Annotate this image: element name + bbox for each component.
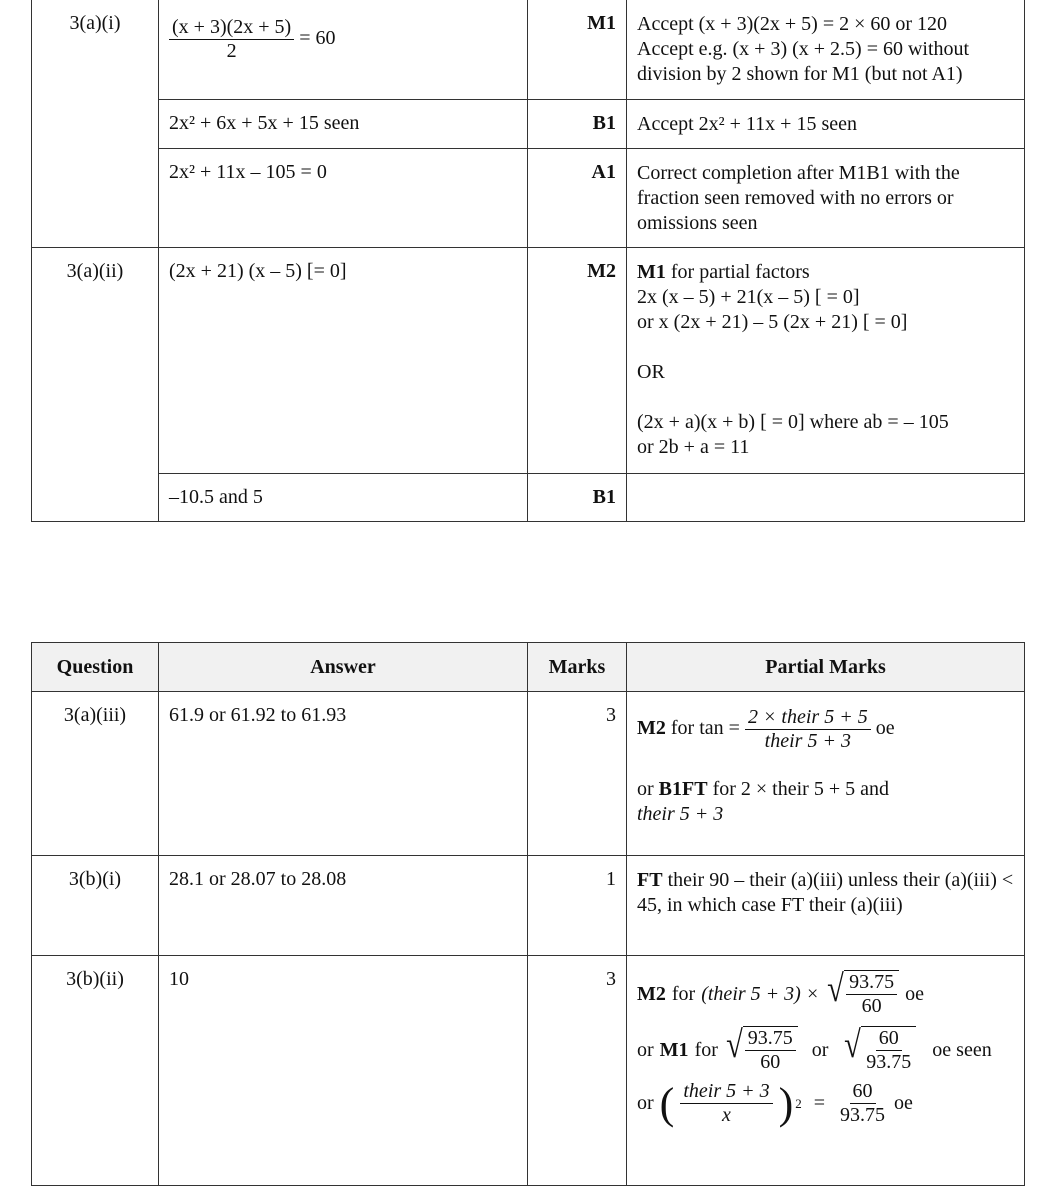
partial-line: fraction seen removed with no errors or [637, 187, 954, 209]
header-partial-marks: Partial Marks [627, 643, 1025, 692]
left-paren: ( [659, 1078, 675, 1128]
partial-line: OR [637, 361, 665, 383]
oe-label: oe [905, 982, 925, 1005]
answer-cell [159, 248, 528, 474]
mark-cell [528, 248, 627, 474]
fraction-numerator: 93.75 [846, 971, 897, 995]
partial-marks-cell [627, 100, 1025, 149]
mark-code: FT [637, 869, 663, 891]
question-label: 3(a)(i) [69, 12, 121, 34]
fraction-numerator: 2 × their 5 + 5 [745, 706, 871, 730]
mark-code: M1 [637, 261, 666, 283]
fraction-denominator: their 5 + 3 [764, 730, 851, 752]
partial-line: Accept e.g. (x + 3) (x + 2.5) = 60 without [637, 38, 970, 60]
fraction-denominator: 60 [760, 1051, 781, 1073]
mark-code: M2 [637, 717, 666, 740]
question-cell [32, 956, 159, 1186]
or-label: or [637, 1038, 654, 1061]
or-label: or [637, 1092, 654, 1114]
partial-line: division by 2 shown for M1 (but not A1) [637, 63, 963, 85]
their-fraction [680, 1080, 772, 1127]
partial-text: for partial factors [665, 261, 810, 283]
partial-marks-cell [627, 248, 1025, 474]
oe-label: oe [894, 1092, 913, 1114]
partial-line: (2x + a)(x + b) [ = 0] where ab = – 105 [637, 411, 949, 433]
mark-cell [528, 100, 627, 149]
fraction-denominator: x [722, 1104, 731, 1126]
answer-cell [159, 100, 528, 149]
partial-line: 2x (x – 5) + 21(x – 5) [ = 0] [637, 286, 860, 308]
sqrt-expression [825, 970, 899, 1018]
mark-scheme-table-bottom [31, 642, 1025, 1186]
partial-line: Accept 2x² + 11x + 15 seen [637, 113, 857, 135]
partial-line: Accept (x + 3)(2x + 5) = 2 × 60 or 120 [637, 13, 948, 35]
fraction-numerator: (x + 3)(2x + 5) [169, 16, 294, 40]
m1-line [637, 1026, 1014, 1074]
answer-cell [159, 692, 528, 856]
answer-text: (2x + 21) (x – 5) [= 0] [169, 260, 347, 282]
mark-label: M2 [587, 260, 616, 282]
question-cell [32, 856, 159, 956]
answer-fraction [169, 16, 294, 63]
partial-line [637, 777, 1014, 802]
partial-marks-cell [627, 856, 1025, 956]
partial-text: for 2 × their 5 + 5 and [712, 778, 889, 800]
mark-cell [528, 956, 627, 1186]
sqrt-icon: √ [725, 1024, 743, 1066]
header-answer: Answer [159, 643, 528, 692]
mark-label: 3 [606, 704, 616, 726]
mark-label: 1 [606, 868, 616, 890]
or-label: or [811, 1038, 829, 1061]
fraction-numerator: 93.75 [745, 1027, 796, 1051]
mark-code: M2 [637, 982, 666, 1005]
answer-text: 61.9 or 61.92 to 61.93 [169, 704, 347, 726]
mark-cell [528, 474, 627, 522]
partial-text: for [671, 982, 696, 1005]
mark-label: M1 [587, 12, 616, 34]
partial-marks-cell [627, 956, 1025, 1186]
mark-label: B1 [592, 112, 616, 134]
fraction-numerator: their 5 + 3 [680, 1080, 772, 1104]
question-label: 3(a)(iii) [63, 704, 127, 726]
fraction-denominator: 93.75 [866, 1051, 912, 1073]
partial-line: omissions seen [637, 212, 758, 234]
header-question: Question [32, 643, 159, 692]
partial-text: for tan = [670, 717, 740, 740]
right-paren: ) [778, 1078, 794, 1128]
mark-cell [528, 0, 627, 100]
m2-line [637, 706, 1014, 753]
spacer [637, 385, 1014, 410]
sqrt-expression [724, 1026, 798, 1074]
answer-cell [159, 0, 528, 100]
fraction-denominator: 60 [861, 995, 882, 1017]
question-cell [32, 0, 159, 248]
partial-line: Correct completion after M1B1 with the [637, 162, 960, 184]
partial-marks-cell [627, 692, 1025, 856]
ratio-line [637, 1080, 1014, 1127]
answer-text: –10.5 and 5 [169, 486, 263, 508]
question-cell [32, 248, 159, 522]
answer-cell [159, 856, 528, 956]
question-cell [32, 692, 159, 856]
mark-cell [528, 692, 627, 856]
partial-line: or x (2x + 21) – 5 (2x + 21) [ = 0] [637, 311, 908, 333]
fraction-denominator: 93.75 [840, 1104, 886, 1126]
sqrt-icon: √ [844, 1024, 862, 1066]
header-marks: Marks [528, 643, 627, 692]
question-label: 3(b)(ii) [66, 968, 124, 990]
their-expression: (their 5 + 3) × [701, 982, 820, 1005]
exponent: 2 [795, 1096, 802, 1111]
partial-marks-cell [627, 149, 1025, 248]
fraction-numerator: 60 [876, 1027, 902, 1051]
mark-cell [528, 856, 627, 956]
answer-text: 2x² + 6x + 5x + 15 seen [169, 112, 360, 134]
partial-marks-cell [627, 0, 1025, 100]
partial-line: their 5 + 3 [637, 803, 724, 825]
sqrt-icon: √ [827, 968, 845, 1010]
mark-label: B1 [592, 486, 616, 508]
partial-line [637, 260, 1014, 285]
ratio-fraction [837, 1080, 888, 1127]
answer-cell [159, 474, 528, 522]
answer-text: 28.1 or 28.07 to 28.08 [169, 868, 347, 890]
tan-fraction [745, 706, 871, 753]
answer-cell [159, 956, 528, 1186]
mark-code: M1 [659, 1038, 689, 1061]
spacer [637, 335, 1014, 360]
answer-cell [159, 149, 528, 248]
fraction-denominator: 2 [226, 40, 237, 62]
partial-marks-cell [627, 474, 1025, 522]
mark-label: A1 [591, 161, 616, 183]
question-label: 3(b)(i) [68, 868, 122, 890]
answer-text: 10 [169, 968, 189, 990]
mark-label: 3 [606, 968, 616, 990]
mark-cell [528, 149, 627, 248]
or-label: or [637, 778, 654, 800]
partial-text: for [694, 1038, 718, 1061]
partial-line: or 2b + a = 11 [637, 436, 750, 458]
fraction-numerator: 60 [850, 1080, 876, 1104]
equals-sign: = [813, 1092, 826, 1114]
sqrt-expression [842, 1026, 916, 1074]
mark-code: B1FT [658, 778, 708, 800]
answer-text: 2x² + 11x – 105 = 0 [169, 161, 327, 183]
m2-line [637, 970, 1014, 1018]
oe-label: oe [875, 717, 895, 740]
mark-scheme-table-top [31, 0, 1025, 522]
answer-rhs: = 60 [299, 27, 336, 50]
question-label: 3(a)(ii) [66, 260, 124, 282]
oe-seen-label: oe seen [932, 1038, 992, 1061]
partial-text: their 90 – their (a)(iii) unless their (a)(iii) < 45, in which case FT their (a)(iii) [637, 869, 1014, 916]
